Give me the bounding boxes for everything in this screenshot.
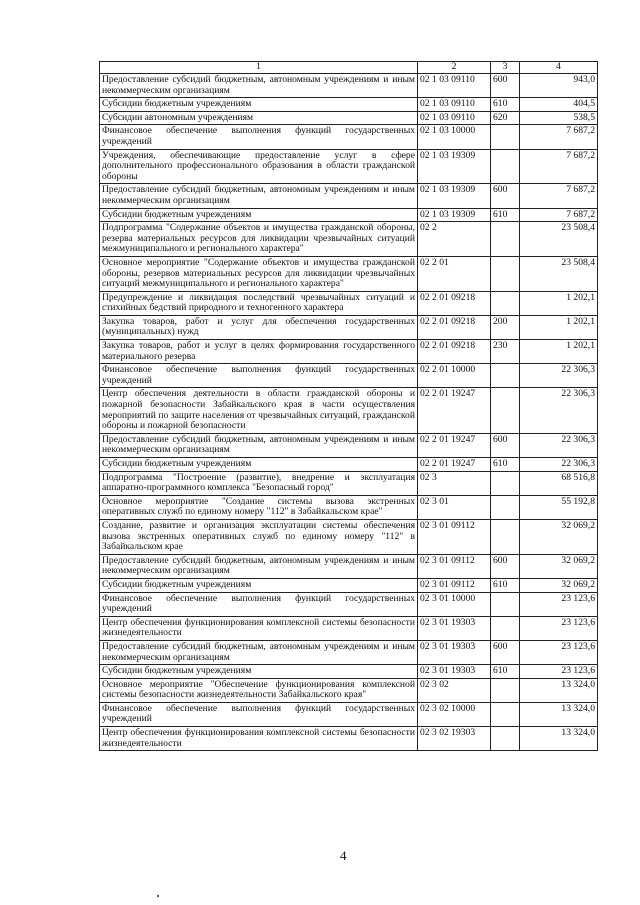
cell-code: 02 2 01 <box>418 256 491 291</box>
cell-amount: 32 069,2 <box>520 519 598 554</box>
cell-name: Закупка товаров, работ и услуг в целях формирования государственного материального резерва <box>100 340 418 364</box>
cell-amount: 943,0 <box>520 74 598 98</box>
table-row <box>100 702 598 726</box>
header-cell-name: 1 <box>100 62 418 74</box>
cell-code: 02 3 01 <box>418 495 491 519</box>
budget-table <box>99 61 598 751</box>
table-row <box>100 640 598 664</box>
cell-name: Субсидии автономным учреждениям <box>100 111 418 125</box>
cell-name: Финансовое обеспечение выполнения функций государственных учреждений <box>100 125 418 149</box>
cell-vr <box>491 592 520 616</box>
header-row <box>100 62 598 74</box>
table-row <box>100 98 598 112</box>
cell-name: Финансовое обеспечение выполнения функций государственных учреждений <box>100 364 418 388</box>
cell-amount: 22 306,3 <box>520 388 598 433</box>
table-row <box>100 315 598 339</box>
cell-amount: 23 508,4 <box>520 256 598 291</box>
cell-name: Предоставление субсидий бюджетным, автономным учреждениям и иным некоммерческим организациям <box>100 433 418 457</box>
cell-name: Финансовое обеспечение выполнения функций государственных учреждений <box>100 702 418 726</box>
cell-vr <box>491 616 520 640</box>
cell-amount: 7 687,2 <box>520 184 598 208</box>
cell-code: 02 3 02 <box>418 678 491 702</box>
cell-amount: 7 687,2 <box>520 149 598 184</box>
cell-code: 02 1 03 09110 <box>418 111 491 125</box>
cell-code: 02 2 01 09218 <box>418 291 491 315</box>
cell-code: 02 1 03 19309 <box>418 208 491 222</box>
table-row <box>100 678 598 702</box>
cell-code: 02 3 01 19303 <box>418 665 491 679</box>
table-row <box>100 592 598 616</box>
cell-code: 02 3 02 19303 <box>418 727 491 751</box>
table-row <box>100 433 598 457</box>
cell-name: Предоставление субсидий бюджетным, автономным учреждениям и иным некоммерческим организациям <box>100 184 418 208</box>
cell-code: 02 3 01 09112 <box>418 519 491 554</box>
cell-amount: 22 306,3 <box>520 458 598 472</box>
cell-amount: 23 123,6 <box>520 592 598 616</box>
cell-vr: 600 <box>491 554 520 578</box>
cell-name: Закупка товаров, работ и услуг для обеспечения государственных (муниципальных) нужд <box>100 315 418 339</box>
cell-amount: 7 687,2 <box>520 208 598 222</box>
cell-code: 02 2 01 10000 <box>418 364 491 388</box>
table-row <box>100 458 598 472</box>
cell-amount: 22 306,3 <box>520 433 598 457</box>
cell-vr <box>491 291 520 315</box>
cell-code: 02 1 03 09110 <box>418 74 491 98</box>
cell-amount: 68 516,8 <box>520 471 598 495</box>
table-row <box>100 222 598 257</box>
cell-vr <box>491 256 520 291</box>
cell-code: 02 3 01 09112 <box>418 578 491 592</box>
table-row <box>100 727 598 751</box>
cell-code: 02 2 01 09218 <box>418 315 491 339</box>
cell-amount: 1 202,1 <box>520 315 598 339</box>
cell-code: 02 1 03 19309 <box>418 184 491 208</box>
cell-amount: 538,5 <box>520 111 598 125</box>
cell-vr: 600 <box>491 433 520 457</box>
table-row <box>100 616 598 640</box>
cell-name: Субсидии бюджетным учреждениям <box>100 208 418 222</box>
table-row <box>100 125 598 149</box>
header-cell-code: 2 <box>418 62 491 74</box>
cell-vr: 610 <box>491 458 520 472</box>
cell-vr: 620 <box>491 111 520 125</box>
cell-amount: 1 202,1 <box>520 340 598 364</box>
table-row <box>100 184 598 208</box>
cell-vr <box>491 364 520 388</box>
cell-vr: 610 <box>491 208 520 222</box>
cell-vr: 600 <box>491 184 520 208</box>
cell-amount: 23 123,6 <box>520 665 598 679</box>
cell-code: 02 3 01 19303 <box>418 616 491 640</box>
cell-vr: 610 <box>491 98 520 112</box>
table-row <box>100 471 598 495</box>
table-row <box>100 519 598 554</box>
table-row <box>100 388 598 433</box>
table-row <box>100 495 598 519</box>
cell-code: 02 3 01 19303 <box>418 640 491 664</box>
cell-name: Подпрограмма "Содержание объектов и имущества гражданской обороны, резерва материальных ресурсов для ликвидации чрезвычайных ситуаций межмуниципального и регионального характера" <box>100 222 418 257</box>
table-row <box>100 578 598 592</box>
cell-code: 02 3 01 09112 <box>418 554 491 578</box>
cell-code: 02 2 01 19247 <box>418 388 491 433</box>
cell-name: Субсидии бюджетным учреждениям <box>100 98 418 112</box>
cell-name: Центр обеспечения деятельности в области гражданской обороны и пожарной безопасности Забайкальского края в части осуществления мероприятий по защите населения от чрезвычайных ситуаций, гражданской обороны и пожарной безопасности <box>100 388 418 433</box>
cell-name: Предоставление субсидий бюджетным, автономным учреждениям и иным некоммерческим организациям <box>100 554 418 578</box>
cell-code: 02 3 <box>418 471 491 495</box>
cell-name: Субсидии бюджетным учреждениям <box>100 458 418 472</box>
cell-amount: 22 306,3 <box>520 364 598 388</box>
cell-name: Предоставление субсидий бюджетным, автономным учреждениям и иным некоммерческим организациям <box>100 640 418 664</box>
cell-vr <box>491 125 520 149</box>
cell-name: Основное мероприятие "Создание системы вызова экстренных оперативных служб по единому номеру "112" в Забайкальском крае" <box>100 495 418 519</box>
table-row <box>100 364 598 388</box>
page-number: 4 <box>340 848 347 863</box>
table-row <box>100 291 598 315</box>
cell-code: 02 2 01 19247 <box>418 433 491 457</box>
table-row <box>100 554 598 578</box>
header-cell-amount: 4 <box>520 62 598 74</box>
cell-code: 02 2 01 09218 <box>418 340 491 364</box>
cell-code: 02 1 03 09110 <box>418 98 491 112</box>
cell-amount: 13 324,0 <box>520 702 598 726</box>
cell-vr <box>491 388 520 433</box>
cell-amount: 13 324,0 <box>520 678 598 702</box>
cell-name: Основное мероприятие "Содержание объектов и имущества гражданской обороны, резервов материальных ресурсов для ликвидации чрезвычайных ситуаций межмуниципального и регионального характера" <box>100 256 418 291</box>
cell-vr: 600 <box>491 74 520 98</box>
cell-vr <box>491 519 520 554</box>
cell-code: 02 3 01 10000 <box>418 592 491 616</box>
cell-code: 02 2 01 19247 <box>418 458 491 472</box>
cell-vr: 230 <box>491 340 520 364</box>
cell-name: Субсидии бюджетным учреждениям <box>100 578 418 592</box>
table-row <box>100 149 598 184</box>
cell-name: Предоставление субсидий бюджетным, автономным учреждениям и иным некоммерческим организациям <box>100 74 418 98</box>
header-cell-vr: 3 <box>491 62 520 74</box>
cell-amount: 7 687,2 <box>520 125 598 149</box>
cell-name: Подпрограмма "Построение (развитие), внедрение и эксплуатация аппаратно-программного комплекса "Безопасный город" <box>100 471 418 495</box>
cell-amount: 55 192,8 <box>520 495 598 519</box>
cell-name: Центр обеспечения функционирования комплексной системы безопасности жизнедеятельности <box>100 616 418 640</box>
table-row <box>100 111 598 125</box>
cell-vr <box>491 149 520 184</box>
table-row <box>100 256 598 291</box>
cell-name: Центр обеспечения функционирования комплексной системы безопасности жизнедеятельности <box>100 727 418 751</box>
cell-vr: 600 <box>491 640 520 664</box>
cell-amount: 23 123,6 <box>520 616 598 640</box>
cell-name: Учреждения, обеспечивающие предоставление услуг в сфере дополнительного профессионального образования в области гражданской обороны <box>100 149 418 184</box>
cell-amount: 32 069,2 <box>520 578 598 592</box>
cell-code: 02 1 03 19309 <box>418 149 491 184</box>
cell-vr: 610 <box>491 578 520 592</box>
table-body <box>100 62 598 751</box>
cell-vr <box>491 222 520 257</box>
cell-name: Создание, развитие и организация эксплуатации системы обеспечения вызова экстренных оперативных служб по единому номеру "112" в Забайкальском крае <box>100 519 418 554</box>
cell-name: Предупреждение и ликвидация последствий чрезвычайных ситуаций и стихийных бедствий природного и техногенного характера <box>100 291 418 315</box>
table-row <box>100 665 598 679</box>
table-row <box>100 340 598 364</box>
cell-vr: 200 <box>491 315 520 339</box>
table-row <box>100 74 598 98</box>
cell-code: 02 3 02 10000 <box>418 702 491 726</box>
cell-amount: 404,5 <box>520 98 598 112</box>
cell-code: 02 1 03 10000 <box>418 125 491 149</box>
cell-name: Субсидии бюджетным учреждениям <box>100 665 418 679</box>
cell-amount: 23 508,4 <box>520 222 598 257</box>
cell-amount: 32 069,2 <box>520 554 598 578</box>
cell-amount: 13 324,0 <box>520 727 598 751</box>
cell-vr <box>491 702 520 726</box>
table-row <box>100 208 598 222</box>
cell-vr: 610 <box>491 665 520 679</box>
cell-vr <box>491 727 520 751</box>
cell-code: 02 2 <box>418 222 491 257</box>
cell-name: Финансовое обеспечение выполнения функций государственных учреждений <box>100 592 418 616</box>
cell-name: Основное мероприятие "Обеспечение функционирования комплексной системы безопасности жизнедеятельности Забайкальского края" <box>100 678 418 702</box>
stray-mark <box>157 895 159 897</box>
cell-vr <box>491 471 520 495</box>
cell-amount: 23 123,6 <box>520 640 598 664</box>
cell-vr <box>491 678 520 702</box>
cell-vr <box>491 495 520 519</box>
cell-amount: 1 202,1 <box>520 291 598 315</box>
